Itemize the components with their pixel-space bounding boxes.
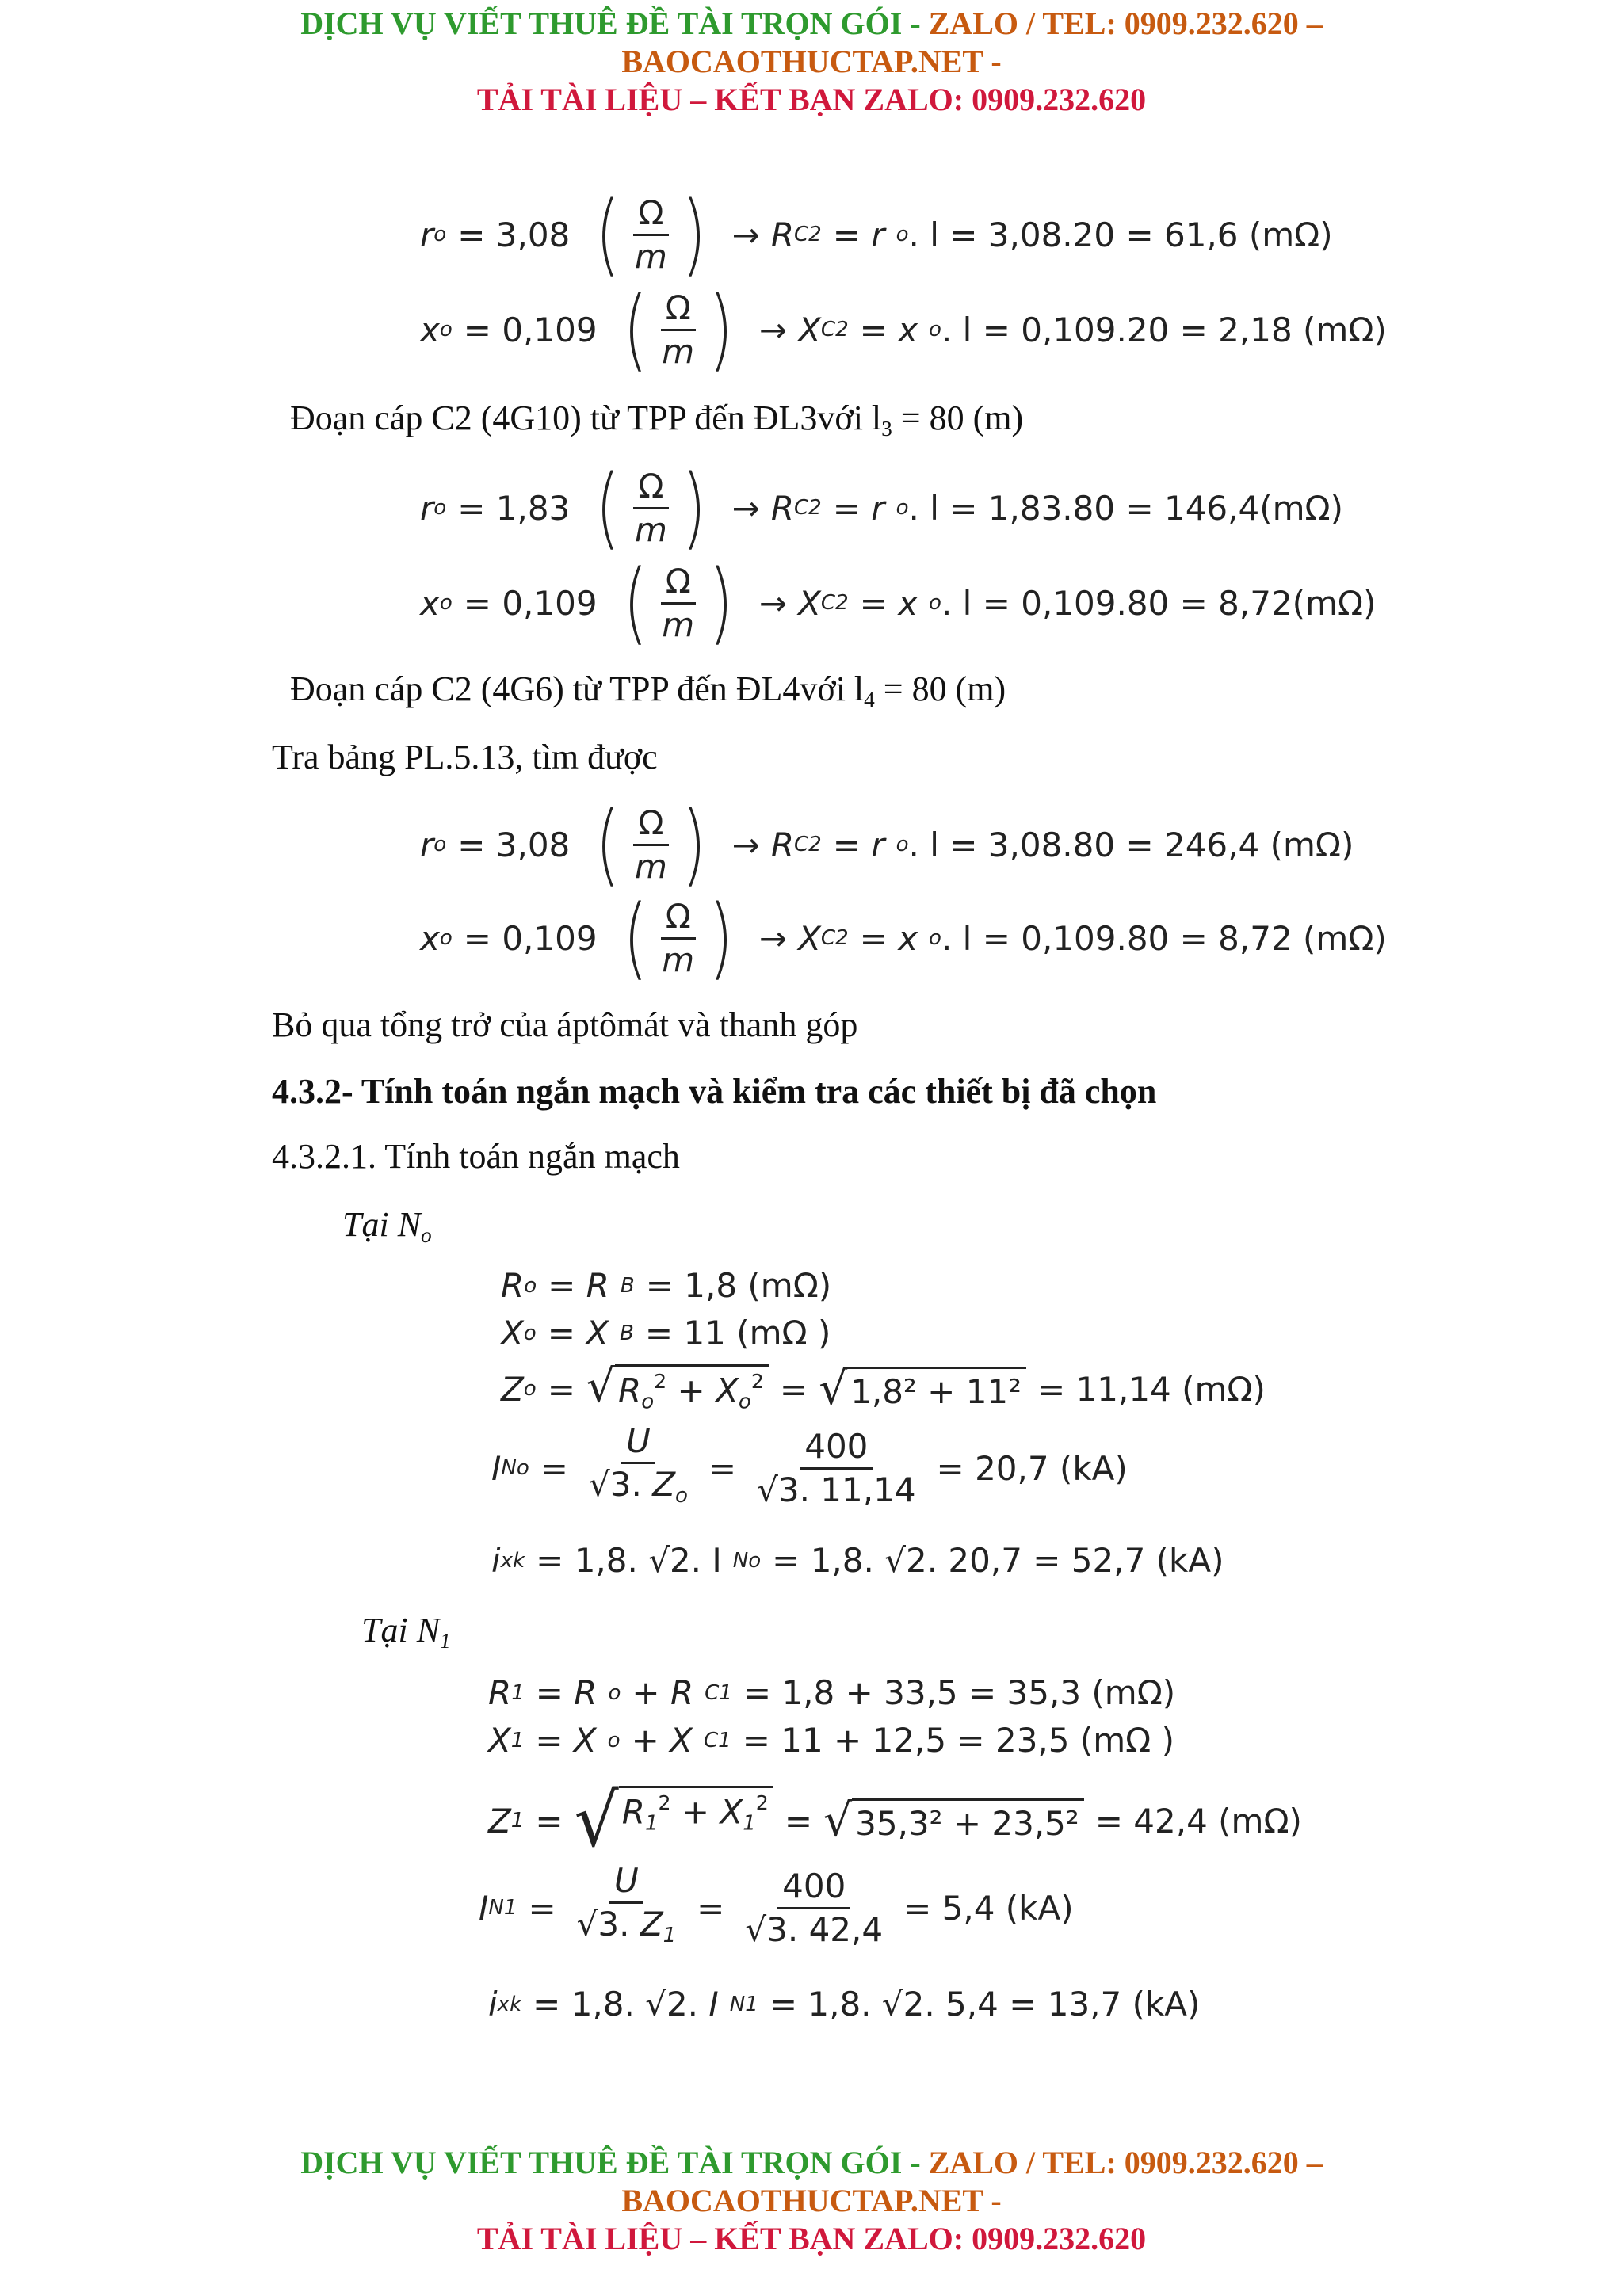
equation-in0: I No = $\frac{U}{√3. Z_o}$ = $\frac{400}{√3. 11,14}$ = 20,7 (kA) xyxy=(491,1421,1128,1509)
equation-r-c2-dl4: r o = 3,08 ( $\frac{\Omega}{m}$ ) → R C2 = r o . l = 3,08.80 = 246,4 (mΩ) xyxy=(420,793,1354,896)
equation-x-c2-dl4: x o = 0,109 ( $\frac{\Omega}{m}$ ) → X C2 = x o . l = 0,109.80 = 8,72 (mΩ) xyxy=(420,887,1387,990)
label-tai-n1: Tại $N_1$ xyxy=(361,1611,451,1653)
header-banner xyxy=(0,5,1623,119)
footer-download-text: TẢI TÀI LIỆU – KẾT BẠN ZALO: 0909.232.620 xyxy=(476,2221,1147,2256)
footer-banner xyxy=(0,2144,1623,2258)
equation-ixk-n1: i xk = 1,8. √2. I N1 = 1,8. √2. 5,4 = 13,7 (kA) xyxy=(488,1985,1201,2023)
equation-x-c2-20: x o = 0,109 ( $\frac{\Omega}{m}$ ) → X C2 = x o . l = 0,109.20 = 2,18 (mΩ) xyxy=(420,278,1387,381)
equation-ixk-n0: i xk = 1,8. √2. I No = 1,8. √2. 20,7 = 52,7 (kA) xyxy=(491,1541,1224,1580)
equation-r-c2-20: r o = 3,08 ( $\frac{\Omega}{m}$ ) → R C2 = r o . l = 3,08.20 = 61,6 (mΩ) xyxy=(420,183,1333,286)
paragraph-doan-cap-dl3: Đoạn cáp C2 (4G10) từ TPP đến ĐL3với $l_3 = 80$ (m) xyxy=(290,399,1024,441)
equation-r-c2-dl3: r o = 1,83 ( $\frac{\Omega}{m}$ ) → R C2 = r o . l = 1,83.80 = 146,4(mΩ) xyxy=(420,456,1343,559)
footer-service-text: DỊCH VỤ VIẾT THUÊ ĐỀ TÀI TRỌN GÓI - xyxy=(300,2145,929,2180)
subsection-heading-4-3-2-1: 4.3.2.1. Tính toán ngắn mạch xyxy=(272,1137,680,1176)
equation-x1: X 1 = X o + X C1 = 11 + 12,5 = 23,5 (mΩ ) xyxy=(488,1721,1174,1760)
section-heading-4-3-2: 4.3.2- Tính toán ngắn mạch và kiểm tra các thiết bị đã chọn xyxy=(272,1072,1157,1111)
footer-phone-text: ZALO / TEL: 0909.232.620 – xyxy=(928,2145,1323,2180)
equation-z0: Z o = √ $R_o^2 + X_o^2$ = √ 1,8² + 11² = 11,14 (mΩ) xyxy=(501,1360,1266,1415)
paragraph-tra-bang: Tra bảng PL.5.13, tìm được xyxy=(272,738,658,776)
equation-r1: R 1 = R o + R C1 = 1,8 + 33,5 = 35,3 (mΩ) xyxy=(488,1673,1176,1712)
equation-x-c2-dl3: x o = 0,109 ( $\frac{\Omega}{m}$ ) → X C2 = x o . l = 0,109.80 = 8,72(mΩ) xyxy=(420,551,1377,654)
header-website: BAOCAOTHUCTAP.NET - xyxy=(621,44,1002,79)
equation-x0: X o = X B = 11 (mΩ ) xyxy=(501,1314,831,1352)
paragraph-bo-qua: Bỏ qua tổng trở của áptômát và thanh góp xyxy=(272,1005,858,1044)
footer-website: BAOCAOTHUCTAP.NET - xyxy=(621,2183,1002,2218)
paragraph-doan-cap-dl4: Đoạn cáp C2 (4G6) từ TPP đến ĐL4với $l_4 = 80$ (m) xyxy=(290,669,1006,712)
label-tai-n0: Tại $N_o$ xyxy=(342,1205,432,1248)
equation-z1: Z 1 = √ $R_1^2 + X_1^2$ = √ 35,3² + 23,5² = 42,4 (mΩ) xyxy=(488,1777,1302,1863)
header-download-text: TẢI TÀI LIỆU – KẾT BẠN ZALO: 0909.232.620 xyxy=(476,82,1147,117)
header-service-text: DỊCH VỤ VIẾT THUÊ ĐỀ TÀI TRỌN GÓI - xyxy=(300,6,929,41)
equation-r0: R o = R B = 1,8 (mΩ) xyxy=(501,1266,832,1305)
header-phone-text: ZALO / TEL: 0909.232.620 – xyxy=(928,6,1323,41)
equation-in1: I N1 = $\frac{U}{√3. Z_1}$ = $\frac{400}{√3. 42,4}$ = 5,4 (kA) xyxy=(479,1861,1074,1949)
